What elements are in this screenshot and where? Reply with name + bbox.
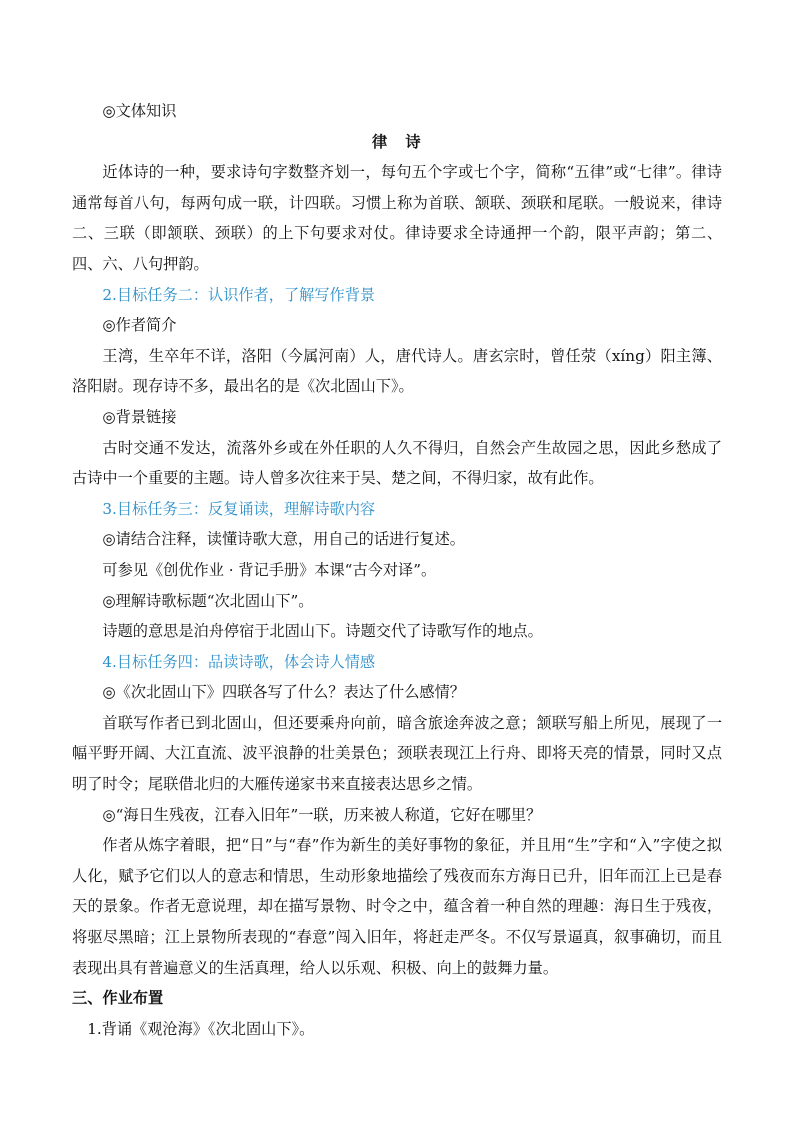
task-heading-4: 4.目标任务四：品读诗歌，体会诗人情感 (102, 652, 376, 671)
answer-famous-couplet: 作者从炼字着眼，把“日”与“春”作为新生的美好事物的象征，并且用“生”字和“入”字使之拟人化，赋予它们以人的意志和情思，生动形象地描绘了残夜而东方海日已升，旧年而江上已是春天的景象。作者无意说理，却在描写景物、时令之中，蕴含着一种自然的理趣：海日生于残夜，将驱尽黑暗；江上景物所表现的“春意”闯入旧年，将赶走严冬。不仅写景逼真，叙事确切，而且表现出具有普遍意义的生活真理，给人以乐观、积极、向上的鼓舞力量。 (72, 836, 722, 977)
question-title-meaning: ◎理解诗歌标题“次北固山下”。 (102, 591, 314, 610)
answer-title-meaning: 诗题的意思是泊舟停宿于北固山下。诗题交代了诗歌写作的地点。 (102, 622, 543, 641)
paragraph-author-intro: 王湾，生卒年不详，洛阳（今属河南）人，唐代诗人。唐玄宗时，曾任荥（xíng）阳主簿、洛阳尉。现存诗不多，最出名的是《次北固山下》。 (72, 346, 722, 396)
answer-four-couplets: 首联写作者已到北固山，但还要乘舟向前，暗含旅途奔波之意；颔联写船上所见，展现了一幅平野开阔、大江直流、波平浪静的壮美景色；颈联表现江上行舟、即将天亮的情景，同时又点明了时令；尾联借北归的大雁传递家书来直接表达思乡之情。 (72, 713, 722, 794)
document-body (72, 96, 722, 1044)
section-label-genre-knowledge: ◎文体知识 (102, 102, 177, 120)
question-famous-couplet: ◎“海日生残夜，江春入旧年”一联，历来被人称道，它好在哪里？ (102, 805, 542, 824)
section-title-lvshi: 律 诗 (371, 132, 423, 151)
paragraph-lvshi-definition: 近体诗的一种，要求诗句字数整齐划一，每句五个字或七个字，简称“五律”或“七律”。律诗通常每首八句，每两句成一联，计四联。习惯上称为首联、颔联、颈联和尾联。一般说来，律诗二、三联（即颔联、颈联）的上下句要求对仗。律诗要求全诗通押一个韵，限平声韵；第二、四、六、八句押韵。 (72, 163, 722, 273)
paragraph-background: 古时交通不发达，流落外乡或在外任职的人久不得归，自然会产生故园之思，因此乡愁成了古诗中一个重要的主题。诗人曾多次往来于吴、楚之间，不得归家，故有此作。 (72, 438, 722, 488)
paragraph-reference: 可参见《创优作业 · 背记手册》本课“古今对译”。 (102, 560, 437, 579)
section-label-background: ◎背景链接 (102, 407, 177, 426)
question-retell: ◎请结合注释，读懂诗歌大意，用自己的话进行复述。 (102, 530, 465, 549)
task-heading-2: 2.目标任务二：认识作者，了解写作背景 (102, 285, 376, 304)
homework-item-1: 1.背诵《观沧海》《次北固山下》。 (87, 1019, 315, 1038)
section-heading-homework: 三、作业布置 (72, 989, 164, 1008)
section-label-author-intro: ◎作者简介 (102, 316, 177, 335)
task-heading-3: 3.目标任务三：反复诵读，理解诗歌内容 (102, 499, 376, 518)
question-four-couplets: ◎《次北固山下》四联各写了什么？表达了什么感情？ (102, 683, 465, 702)
